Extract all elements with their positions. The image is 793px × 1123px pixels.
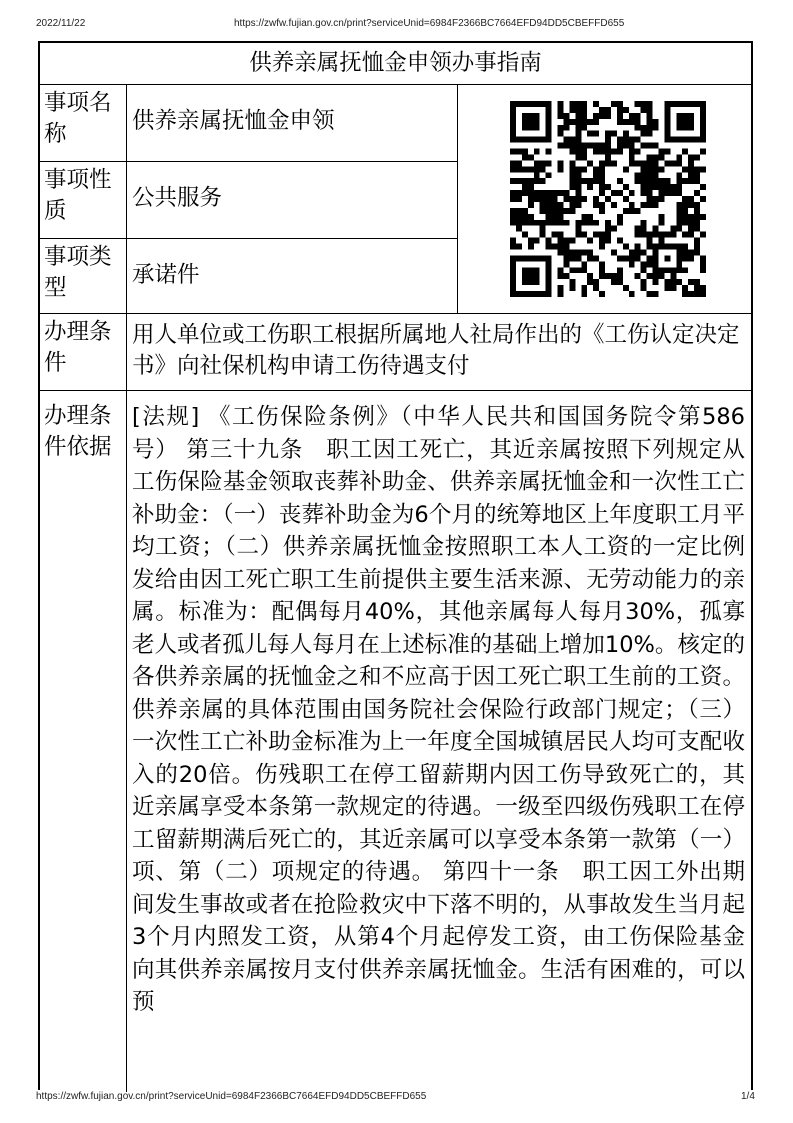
label-conditions: 办理条件	[40, 314, 127, 391]
qr-code	[510, 101, 706, 297]
label-item-nature: 事项性质	[40, 162, 127, 239]
label-item-type: 事项类型	[40, 239, 127, 314]
qr-code-cell	[458, 85, 751, 314]
value-item-name: 供养亲属抚恤金申领	[127, 85, 458, 162]
value-item-type: 承诺件	[127, 239, 458, 314]
label-item-name: 事项名称	[40, 85, 127, 162]
value-conditions-basis: [法规] 《工伤保险条例》（中华人民共和国国务院令第586号） 第三十九条 职工因工死亡，其近亲属按照下列规定从工伤保险基金领取丧葬补助金、供养亲属抚恤金和一次性工亡补助金：（一）丧葬补助金为6个月的统筹地区上年度职工月平均工资；（二）供养亲属抚恤金按照职工本人工资的一定比例发给由因工死亡职工生前提供主要生活来源、无劳动能力的亲属。标准为：配偶每月40%，其他亲属每人每月30%，孤寡老人或者孤儿每人每月在上述标准的基础上增加10%。核定的各供养亲属的抚恤金之和不应高于因工死亡职工生前的工资。供养亲属的具体范围由国务院社会保险行政部门规定；（三）一次性工亡补助金标准为上一年度全国城镇居民人均可支配收入的20倍。伤残职工在停工留薪期内因工伤导致死亡的，其近亲属享受本条第一款规定的待遇。一级至四级伤残职工在停工留薪期满后死亡的，其近亲属可以享受本条第一款第（一）项、第（二）项规定的待遇。 第四十一条 职工因工外出期间发生事故或者在抢险救灾中下落不明的，从事故发生当月起3个月内照发工资，从第4个月起停发工资，由工伤保险基金向其供养亲属按月支付供养亲属抚恤金。生活有困难的，可以预	[132, 404, 745, 1015]
page-number: 1/4	[741, 1091, 755, 1102]
label-conditions-basis: 办理条件依据	[40, 391, 127, 1092]
value-item-nature: 公共服务	[127, 162, 458, 239]
print-url-header: https://zwfw.fujian.gov.cn/print?serviceUnid=6984F2366BC7664EFD94DD5CBEFFD655	[234, 18, 625, 29]
service-guide-table	[38, 41, 753, 1090]
print-url-footer: https://zwfw.fujian.gov.cn/print?serviceUnid=6984F2366BC7664EFD94DD5CBEFFD655	[36, 1091, 427, 1102]
guide-title: 供养亲属抚恤金申领办事指南	[40, 43, 751, 85]
print-date: 2022/11/22	[36, 18, 86, 29]
value-conditions: 用人单位或工伤职工根据所属地人社局作出的《工伤认定决定书》向社保机构申请工伤待遇支付	[127, 314, 751, 391]
